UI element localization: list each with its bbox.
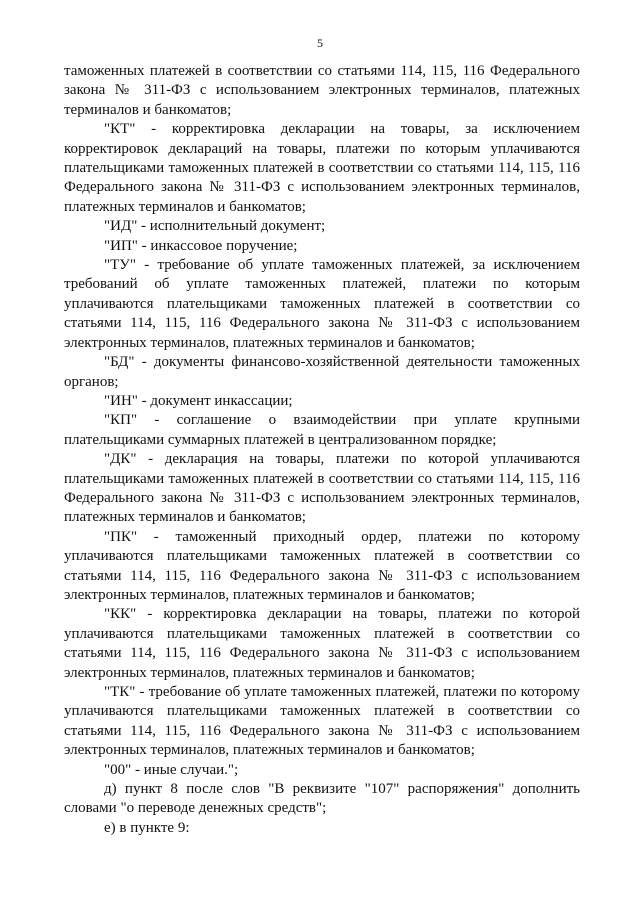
definition-bd: "БД" - документы финансово-хозяйственной деятельности таможенных органов; bbox=[64, 354, 580, 390]
definition-kp: "КП" - соглашение о взаимодействии при уплате крупными плательщиками суммарных платежей в централизованном порядке; bbox=[64, 412, 580, 448]
definition-pk: "ПК" - таможенный приходный ордер, платежи по которому уплачиваются плательщиками таможенных платежей в соответствии со статьями 114, 115, 116 Федерального закона № 311-ФЗ с использованием электронных терминалов, платежных терминалов и банкоматов; bbox=[64, 528, 580, 603]
paragraph-continuation: таможенных платежей в соответствии со статьями 114, 115, 116 Федерального закона № 311-ФЗ с использованием электронных терминалов, платежных терминалов и банкоматов; bbox=[64, 63, 580, 118]
definition-tk: "ТК" - требование об уплате таможенных платежей, платежи по которому уплачиваются плательщиками таможенных платежей в соответствии со статьями 114, 115, 116 Федерального закона № 311-ФЗ с использованием электронных терминалов, платежных терминалов и банкоматов; bbox=[64, 684, 580, 759]
document-body bbox=[64, 62, 580, 838]
definition-kt: "КТ" - корректировка декларации на товары, за исключением корректировок деклараций на товары, платежи по которым уплачиваются плательщиками таможенных платежей в соответствии со статьями 114, 115, 116 Федерального закона № 311-ФЗ с использованием электронных терминалов, платежных терминалов и банкоматов; bbox=[64, 121, 580, 215]
item-e: е) в пункте 9: bbox=[104, 819, 190, 836]
definition-id: "ИД" - исполнительный документ; bbox=[104, 218, 326, 235]
definition-dk: "ДК" - декларация на товары, платежи по которой уплачиваются плательщиками таможенных платежей в соответствии со статьями 114, 115, 116 Федерального закона № 311-ФЗ с использованием электронных терминалов, платежных терминалов и банкоматов; bbox=[64, 451, 580, 526]
definition-ip: "ИП" - инкассовое поручение; bbox=[104, 237, 298, 254]
definition-tu: "ТУ" - требование об уплате таможенных платежей, за исключением требований об уплате таможенных платежей, платежи по которым уплачиваются плательщиками таможенных платежей в соответствии со статьями 114, 115, 116 Федерального закона № 311-ФЗ с использованием электронных терминалов, платежных терминалов и банкоматов; bbox=[64, 257, 580, 351]
item-d: д) пункт 8 после слов "В реквизите "107" распоряжения" дополнить словами "о переводе денежных средств"; bbox=[64, 781, 580, 817]
definition-kk: "КК" - корректировка декларации на товары, платежи по которой уплачиваются плательщиками таможенных платежей в соответствии со статьями 114, 115, 116 Федерального закона № 311-ФЗ с использованием электронных терминалов, платежных терминалов и банкоматов; bbox=[64, 606, 580, 681]
definition-00: "00" - иные случаи."; bbox=[104, 761, 239, 778]
definition-in: "ИН" - документ инкассации; bbox=[104, 392, 293, 409]
page-number: 5 bbox=[317, 36, 323, 50]
